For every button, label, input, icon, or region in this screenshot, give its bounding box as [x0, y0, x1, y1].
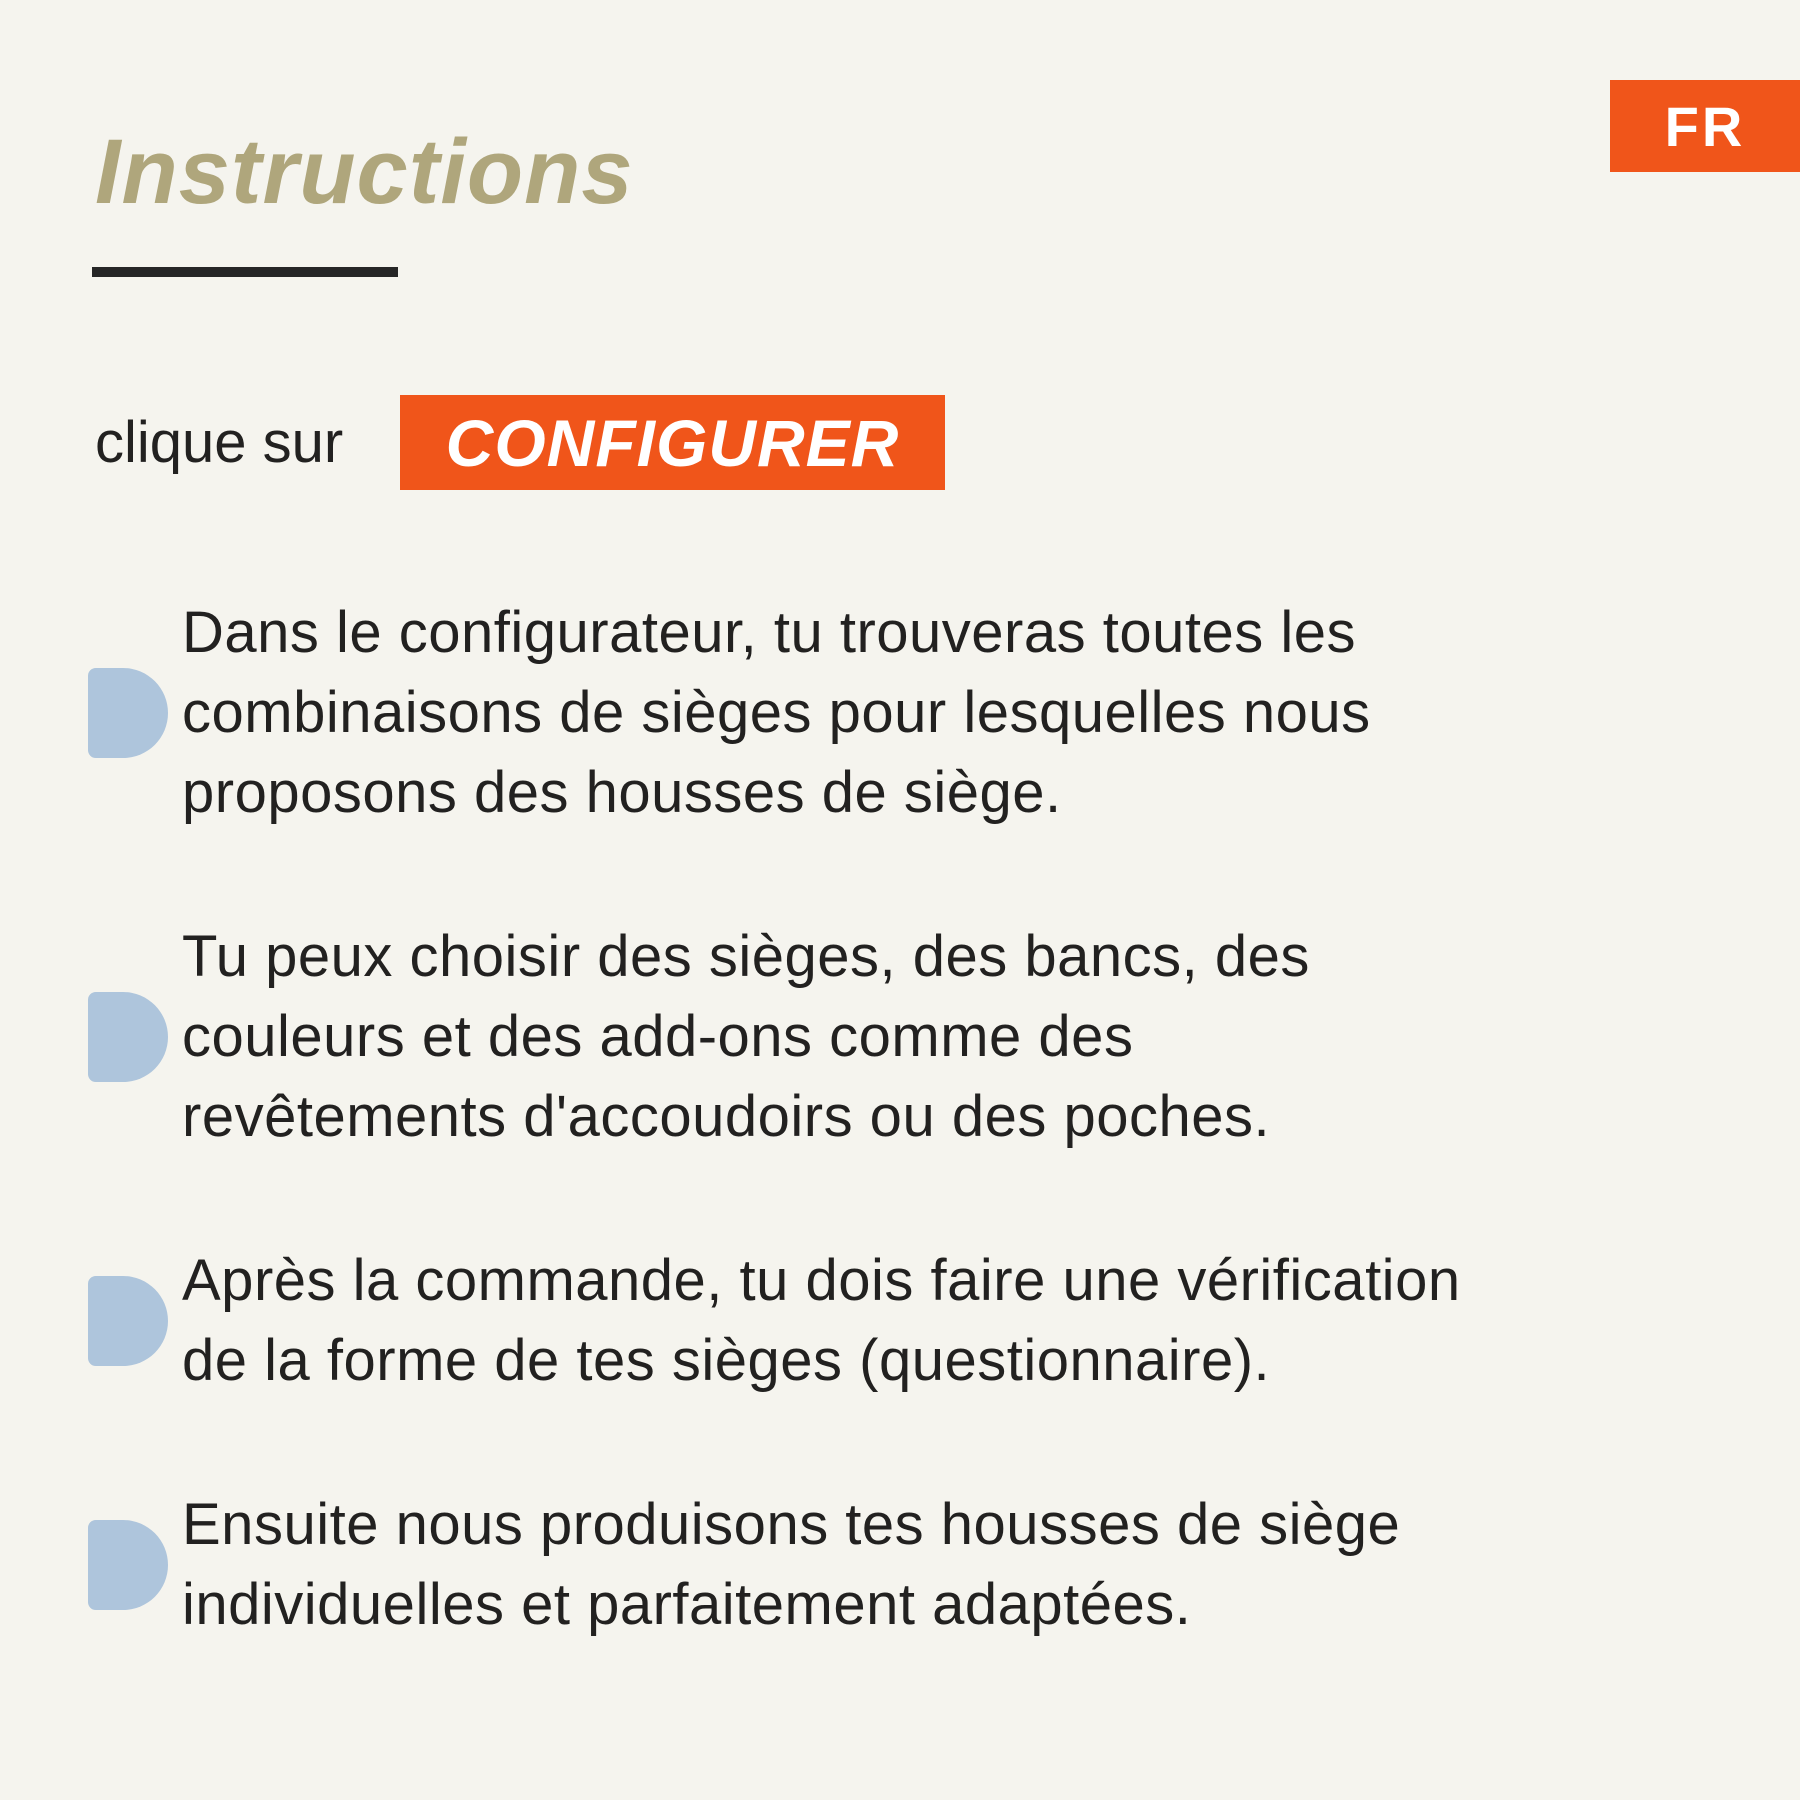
- bullet-text: [182, 1485, 1400, 1645]
- bullet-line: Tu peux choisir des sièges, des bancs, des: [182, 924, 1310, 989]
- bullet-marker-icon: [88, 1276, 168, 1366]
- language-badge-fr[interactable]: FR: [1610, 80, 1800, 172]
- page-title: Instructions: [95, 121, 634, 223]
- bullet-item-4: [88, 1485, 1728, 1645]
- bullet-item-1: [88, 593, 1728, 833]
- bullet-text: [182, 917, 1310, 1157]
- bullet-line: Dans le configurateur, tu trouveras toutes les: [182, 600, 1356, 665]
- bullet-marker-icon: [88, 1520, 168, 1610]
- bullet-text: [182, 593, 1371, 833]
- bullet-line: de la forme de tes sièges (questionnaire).: [182, 1328, 1271, 1393]
- bullet-text: [182, 1241, 1461, 1401]
- configure-button[interactable]: CONFIGURER: [400, 395, 945, 490]
- bullet-marker-icon: [88, 668, 168, 758]
- bullet-line: combinaisons de sièges pour lesquelles nous: [182, 680, 1371, 745]
- bullet-line: revêtements d'accoudoirs ou des poches.: [182, 1084, 1271, 1149]
- bullet-item-2: [88, 917, 1728, 1157]
- title-underline: [92, 267, 398, 277]
- bullet-line: proposons des housses de siège.: [182, 760, 1062, 825]
- intro-text: clique sur: [95, 410, 344, 475]
- bullet-item-3: [88, 1241, 1728, 1401]
- bullet-line: Après la commande, tu dois faire une vérification: [182, 1248, 1461, 1313]
- bullet-list: [88, 593, 1728, 1645]
- bullet-marker-icon: [88, 992, 168, 1082]
- bullet-line: Ensuite nous produisons tes housses de siège: [182, 1492, 1401, 1557]
- bullet-line: couleurs et des add-ons comme des: [182, 1004, 1134, 1069]
- bullet-line: individuelles et parfaitement adaptées.: [182, 1572, 1192, 1637]
